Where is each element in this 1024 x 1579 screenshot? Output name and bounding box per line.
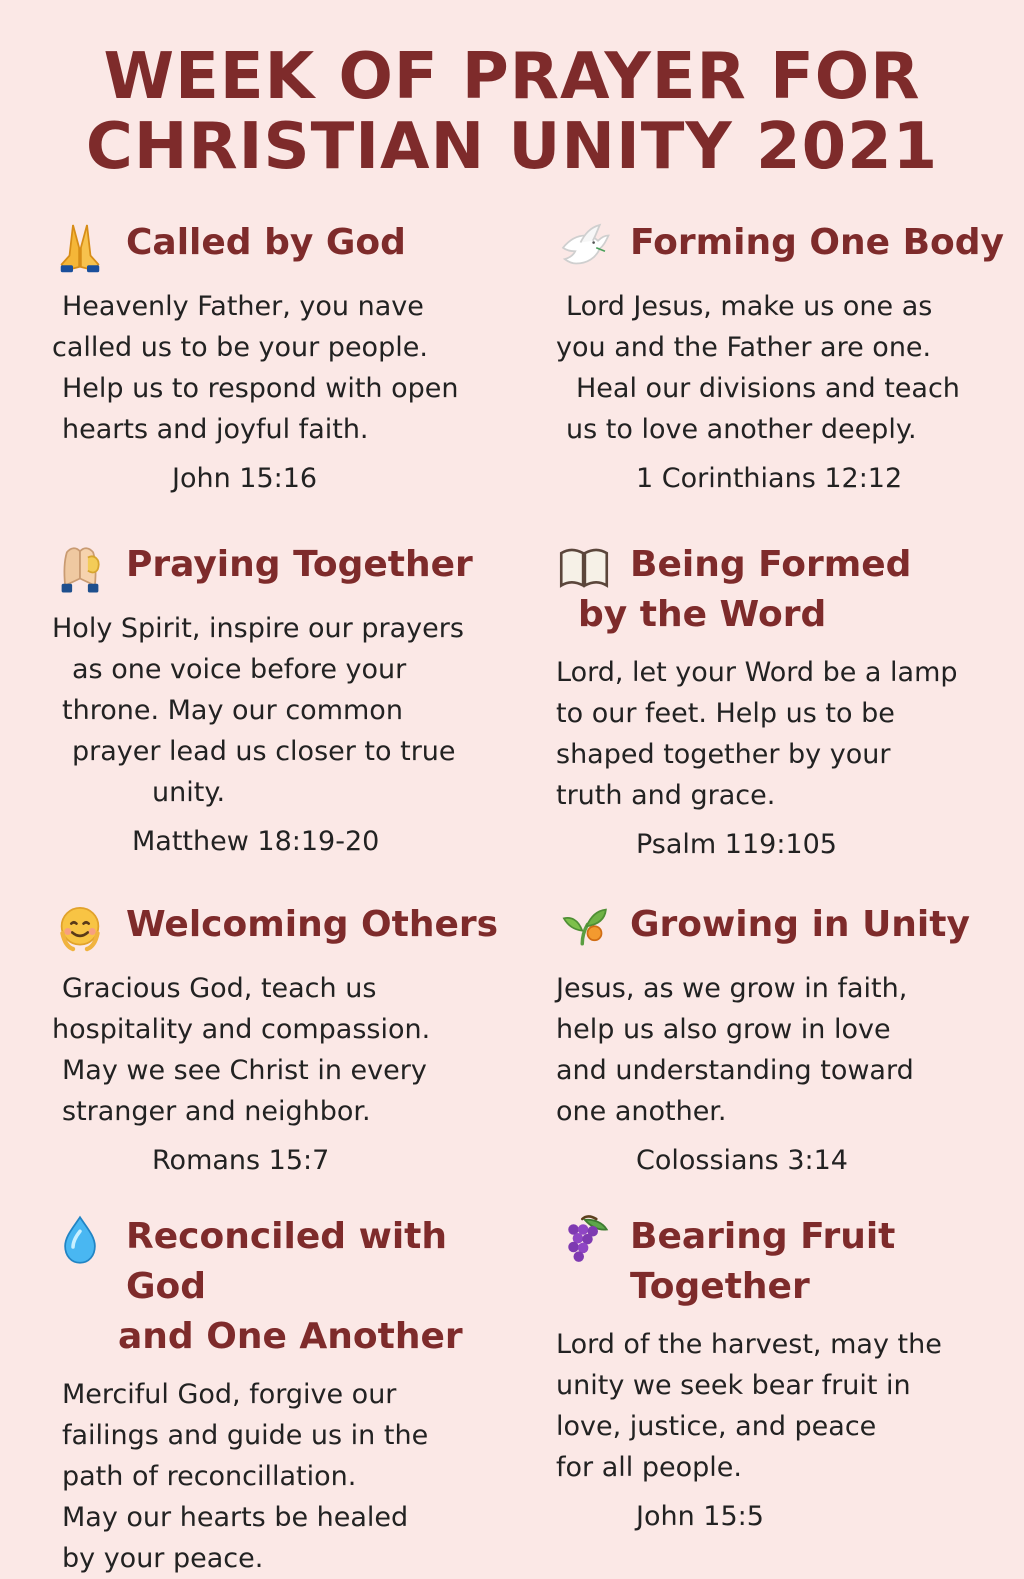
section-heading-line: Being Formed (630, 544, 912, 585)
prayer-line: throne. May our common (62, 695, 403, 726)
open-book-icon (556, 540, 612, 596)
sprout-icon (556, 900, 612, 956)
section-heading-line: Together (630, 1266, 810, 1307)
prayer-line: love, justice, and peace (556, 1411, 877, 1442)
section-heading-line: Bearing Fruit (630, 1216, 896, 1257)
prayer-line: Holy Spirit, inspire our prayers (52, 613, 464, 644)
prayer-line: Lord Jesus, make us one as (566, 291, 933, 322)
prayer-line: May we see Christ in every (62, 1055, 427, 1086)
section-heading-line: and One Another (118, 1316, 463, 1357)
prayer-line: unity. (152, 777, 226, 808)
scripture-reference: Psalm 119:105 (636, 829, 837, 860)
scripture-reference: Matthew 18:19-20 (132, 826, 380, 857)
prayer-line: prayer lead us closer to true (72, 736, 456, 767)
prayer-line: unity we seek bear fruit in (556, 1370, 911, 1401)
prayer-line: us to love another deeply. (566, 414, 917, 445)
section-being-formed-by-the-word (556, 540, 1024, 862)
prayer-line: Jesus, as we grow in faith, (556, 973, 908, 1004)
section-prayer (52, 1374, 522, 1579)
page-title-line-2: CHRISTIAN UNITY 2021 (85, 110, 939, 184)
prayer-line: to our feet. Help us to be (556, 698, 895, 729)
section-growing-in-unity (556, 900, 1024, 1178)
section-prayer (556, 286, 1024, 450)
page-title-line-1: WEEK OF PRAYER FOR (103, 40, 921, 114)
prayer-line: Lord of the harvest, may the (556, 1329, 942, 1360)
prayer-line: Gracious God, teach us (62, 973, 377, 1004)
section-heading: Praying Together (126, 544, 473, 585)
smiling-face-icon (52, 900, 108, 956)
section-forming-one-body (556, 218, 1024, 496)
water-drop-icon (52, 1212, 108, 1268)
section-praying-together (52, 540, 522, 859)
section-prayer (52, 608, 522, 813)
prayer-line: for all people. (556, 1452, 742, 1483)
section-heading (630, 1212, 895, 1312)
praying-person-icon (52, 540, 108, 596)
section-heading: Growing in Unity (630, 904, 970, 945)
section-prayer (52, 968, 522, 1132)
grapes-icon (556, 1212, 612, 1268)
section-prayer (556, 652, 1024, 816)
prayer-line: failings and guide us in the (62, 1420, 429, 1451)
prayer-line: Lord, let your Word be a lamp (556, 657, 958, 688)
prayer-line: as one voice before your (72, 654, 407, 685)
prayer-line: one another. (556, 1096, 727, 1127)
section-heading-line: by the Word (578, 594, 827, 635)
section-heading: Welcoming Others (126, 904, 499, 945)
prayer-line: Heal our divisions and teach (576, 373, 960, 404)
scripture-reference: Colossians 3:14 (636, 1145, 848, 1176)
section-prayer (52, 286, 522, 450)
section-called-by-god (52, 218, 522, 496)
scripture-reference: John 15:16 (172, 463, 318, 494)
prayer-line: truth and grace. (556, 780, 776, 811)
section-heading: Forming One Body (630, 222, 1004, 263)
prayer-line: help us also grow in love (556, 1014, 891, 1045)
section-heading (578, 540, 912, 640)
section-heading (118, 1212, 522, 1362)
prayer-line: Help us to respond with open (62, 373, 459, 404)
section-bearing-fruit-together (556, 1212, 1024, 1534)
dove-icon (556, 218, 612, 274)
section-prayer (556, 1324, 1024, 1488)
prayer-line: by your peace. (62, 1543, 264, 1574)
prayer-line: you and the Father are one. (556, 332, 932, 363)
section-reconciled-with-god-and-one-another (52, 1212, 522, 1579)
prayer-line: and understanding toward (556, 1055, 914, 1086)
scripture-reference: 1 Corinthians 12:12 (636, 463, 903, 494)
scripture-reference: John 15:5 (636, 1501, 764, 1532)
prayer-line: shaped together by your (556, 739, 891, 770)
section-welcoming-others (52, 900, 522, 1178)
section-heading: Called by God (126, 222, 406, 263)
prayer-line: May our hearts be healed (62, 1502, 409, 1533)
section-heading-line: Reconciled with God (126, 1216, 448, 1307)
prayer-line: stranger and neighbor. (62, 1096, 371, 1127)
prayer-line: hearts and joyful faith. (62, 414, 369, 445)
prayer-line: path of reconcillation. (62, 1461, 357, 1492)
scripture-reference: Romans 15:7 (152, 1145, 330, 1176)
page-title (0, 42, 1024, 182)
section-prayer (556, 968, 1024, 1132)
prayer-line: called us to be your people. (52, 332, 428, 363)
prayer-line: Merciful God, forgive our (62, 1379, 397, 1410)
prayer-line: Heavenly Father, you nave (62, 291, 424, 322)
praying-hands-icon (52, 218, 108, 274)
prayer-line: hospitality and compassion. (52, 1014, 431, 1045)
